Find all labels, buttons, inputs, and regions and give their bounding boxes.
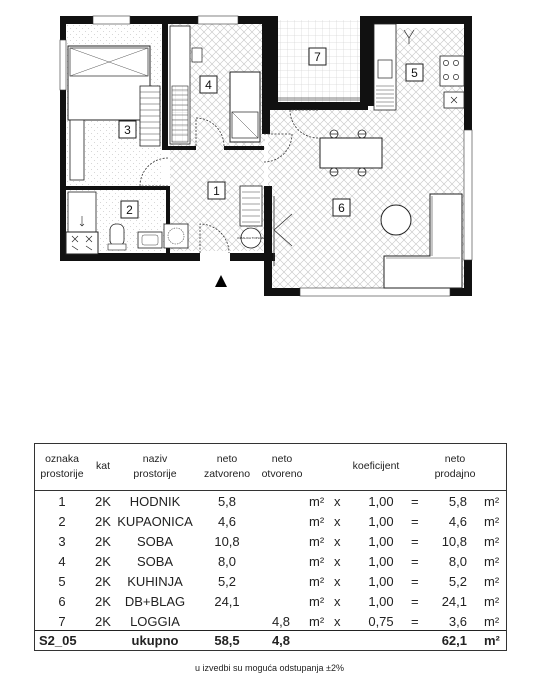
cell-naziv: HODNIK bbox=[129, 494, 181, 509]
header-neto-prodajno: neto prodajno bbox=[434, 453, 476, 480]
cell-zatvoreno: 10,8 bbox=[214, 534, 240, 549]
total-code: S2_05 bbox=[39, 633, 77, 648]
room-6-label: 6 bbox=[338, 201, 345, 215]
cell-prodajno: 8,0 bbox=[448, 554, 467, 569]
cell-x: x bbox=[334, 514, 341, 529]
cell-prodajno: 3,6 bbox=[448, 614, 467, 629]
cell-naziv: SOBA bbox=[136, 554, 174, 569]
cell-oznaka: 1 bbox=[58, 494, 66, 509]
floor-plan bbox=[0, 0, 539, 300]
cell-koef: 1,00 bbox=[368, 494, 394, 509]
cell-unit2: m² bbox=[484, 554, 500, 569]
cell-unit: m² bbox=[309, 554, 325, 569]
cell-prodajno: 5,2 bbox=[448, 574, 467, 589]
cell-zatvoreno: 8,0 bbox=[217, 554, 237, 569]
room-1-label: 1 bbox=[213, 184, 220, 198]
table-row bbox=[35, 552, 506, 572]
cell-unit: m² bbox=[309, 534, 325, 549]
cell-x: x bbox=[334, 494, 341, 509]
cell-x: x bbox=[334, 534, 341, 549]
cell-oznaka: 5 bbox=[58, 574, 66, 589]
cell-oznaka: 4 bbox=[58, 554, 66, 569]
cell-kat: 2K bbox=[95, 594, 111, 609]
wardrobe-room3-icon bbox=[140, 86, 160, 146]
cell-kat: 2K bbox=[95, 554, 111, 569]
cell-prodajno: 10,8 bbox=[441, 534, 467, 549]
cell-unit: m² bbox=[309, 574, 325, 589]
table-row bbox=[35, 592, 506, 612]
table-row bbox=[35, 532, 506, 552]
cell-koef: 1,00 bbox=[368, 594, 394, 609]
cell-oznaka: 2 bbox=[58, 514, 66, 529]
heat-pump-label: DIZALICA TOPLINE bbox=[237, 236, 265, 240]
cell-koef: 0,75 bbox=[368, 614, 394, 629]
cell-x: x bbox=[334, 574, 341, 589]
total-label: ukupno bbox=[131, 633, 179, 648]
total-otvoreno: 4,8 bbox=[271, 633, 291, 648]
header-kat: kat bbox=[95, 460, 110, 472]
cell-unit: m² bbox=[309, 514, 325, 529]
header-neto-otvoreno: neto otvoreno bbox=[261, 453, 303, 480]
cell-unit2: m² bbox=[484, 614, 500, 629]
cell-naziv: KUPAONICA bbox=[117, 514, 193, 529]
cell-naziv: LOGGIA bbox=[130, 614, 180, 629]
table-row bbox=[35, 612, 506, 632]
table-row bbox=[35, 572, 506, 592]
room-5-label: 5 bbox=[411, 66, 418, 80]
cell-kat: 2K bbox=[95, 514, 111, 529]
header-oznaka: oznaka prostorije bbox=[40, 453, 84, 480]
tolerance-note: u izvedbi su moguća odstupanja ±2% bbox=[194, 663, 345, 673]
cell-unit: m² bbox=[309, 594, 325, 609]
cell-prodajno: 24,1 bbox=[441, 594, 467, 609]
header-neto-zatvoreno: neto zatvoreno bbox=[203, 453, 251, 480]
cell-eq: = bbox=[411, 594, 419, 609]
cell-eq: = bbox=[411, 554, 419, 569]
cell-oznaka: 7 bbox=[58, 614, 66, 629]
table-header bbox=[35, 444, 506, 491]
total-prodajno: 62,1 bbox=[441, 633, 467, 648]
cell-x: x bbox=[334, 554, 341, 569]
cell-x: x bbox=[334, 594, 341, 609]
area-table bbox=[34, 443, 507, 651]
cell-oznaka: 6 bbox=[58, 594, 66, 609]
room-4-label: 4 bbox=[205, 78, 212, 92]
cell-unit2: m² bbox=[484, 494, 500, 509]
cell-kat: 2K bbox=[95, 614, 111, 629]
table-total-row bbox=[35, 630, 506, 651]
room-2-label: 2 bbox=[126, 203, 133, 217]
cell-zatvoreno: 4,6 bbox=[217, 514, 237, 529]
cell-zatvoreno: 5,2 bbox=[217, 574, 237, 589]
cell-kat: 2K bbox=[95, 574, 111, 589]
cell-eq: = bbox=[411, 494, 419, 509]
header-naziv: naziv prostorije bbox=[133, 453, 177, 480]
header-koeficijent: koeficijent bbox=[352, 460, 400, 472]
entrance-marker-icon bbox=[215, 275, 227, 287]
cell-unit2: m² bbox=[484, 574, 500, 589]
cell-koef: 1,00 bbox=[368, 534, 394, 549]
cell-prodajno: 4,6 bbox=[448, 514, 467, 529]
cell-unit: m² bbox=[309, 614, 325, 629]
cell-unit2: m² bbox=[484, 514, 500, 529]
cell-oznaka: 3 bbox=[58, 534, 66, 549]
table-row bbox=[35, 492, 506, 512]
cell-eq: = bbox=[411, 534, 419, 549]
cell-eq: = bbox=[411, 514, 419, 529]
cell-eq: = bbox=[411, 574, 419, 589]
cell-kat: 2K bbox=[95, 534, 111, 549]
table-row bbox=[35, 512, 506, 532]
cell-prodajno: 5,8 bbox=[448, 494, 467, 509]
cell-kat: 2K bbox=[95, 494, 111, 509]
hallway-wardrobe bbox=[238, 186, 265, 248]
cell-koef: 1,00 bbox=[368, 554, 394, 569]
cell-unit2: m² bbox=[484, 594, 500, 609]
cell-otvoreno: 4,8 bbox=[271, 614, 291, 629]
cell-x: x bbox=[334, 614, 341, 629]
cell-zatvoreno: 5,8 bbox=[217, 494, 237, 509]
total-unit: m² bbox=[484, 633, 500, 648]
cell-unit: m² bbox=[309, 494, 325, 509]
cell-koef: 1,00 bbox=[368, 514, 394, 529]
room-7-label: 7 bbox=[314, 50, 321, 64]
cell-zatvoreno: 24,1 bbox=[214, 594, 240, 609]
cell-unit2: m² bbox=[484, 534, 500, 549]
cell-eq: = bbox=[411, 614, 419, 629]
room-3-label: 3 bbox=[124, 123, 131, 137]
cell-koef: 1,00 bbox=[368, 574, 394, 589]
cell-naziv: SOBA bbox=[136, 534, 174, 549]
total-zatvoreno: 58,5 bbox=[214, 633, 240, 648]
cell-naziv: KUHINJA bbox=[127, 574, 183, 589]
cell-naziv: DB+BLAG bbox=[124, 594, 186, 609]
